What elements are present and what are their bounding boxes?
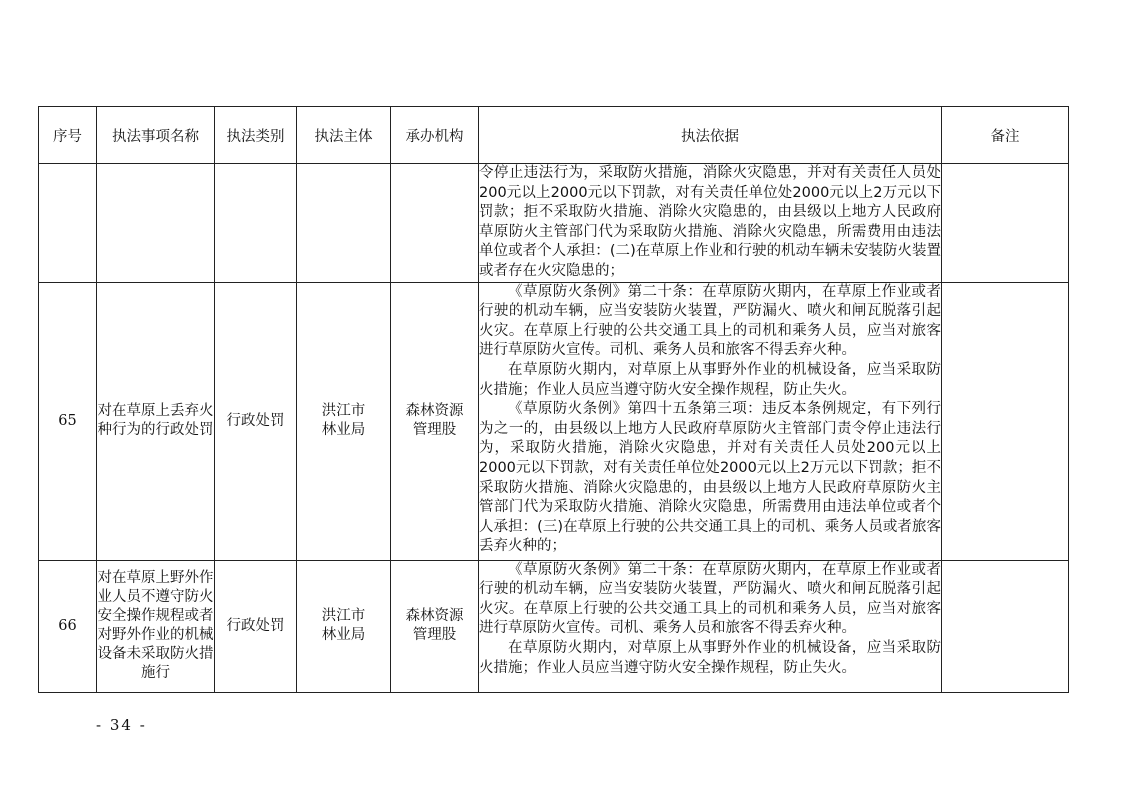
table-header-row (39, 107, 1069, 164)
table-row (39, 560, 1069, 692)
cell-category (215, 164, 297, 283)
basis-paragraph: 《草原防火条例》第二十条：在草原防火期内，在草原上作业或者行驶的机动车辆，应当安装防火装置，严防漏火、喷火和闸瓦脱落引起火灾。在草原上行驶的公共交通工具上的司机和乘务人员，应当对旅客进行草原防火宣传。司机、乘务人员和旅客不得丢弃火种。 (479, 561, 941, 637)
header-no: 序号 (39, 107, 97, 164)
cell-subject: 洪江市林业局 (297, 282, 391, 560)
basis-paragraph: 《草原防火条例》第四十五条第三项：违反本条例规定，有下列行为之一的，由县级以上地方人民政府草原防火主管部门责令停止违法行为，采取防火措施，消除火灾隐患，并对有关责任人员处200元以上2000元以下罚款，对有关责任单位处2000元以上2万元以下罚款；拒不采取防火措施、消除火灾隐患的，由县级以上地方人民政府草原防火主管部门代为采取防火措施、消除火灾隐患，所需费用由违法单位或者个人承担：(三)在草原上行驶的公共交通工具上的司机、乘务人员或者旅客丢弃火种的； (479, 401, 941, 555)
basis-paragraph: 在草原防火期内，对草原上从事野外作业的机械设备，应当采取防火措施；作业人员应当遵守防火安全操作规程，防止失火。 (479, 639, 941, 676)
table-row (39, 282, 1069, 560)
header-org: 承办机构 (391, 107, 479, 164)
table-row-continued (39, 164, 1069, 283)
cell-subject: 洪江市林业局 (297, 560, 391, 692)
cell-org: 森林资源管理股 (391, 560, 479, 692)
cell-no: 66 (39, 560, 97, 692)
cell-org: 森林资源管理股 (391, 282, 479, 560)
header-name: 执法事项名称 (97, 107, 215, 164)
cell-name (97, 164, 215, 283)
header-category: 执法类别 (215, 107, 297, 164)
header-basis: 执法依据 (479, 107, 942, 164)
cell-category: 行政处罚 (215, 560, 297, 692)
cell-no: 65 (39, 282, 97, 560)
basis-paragraph: 在草原防火期内，对草原上从事野外作业的机械设备，应当采取防火措施；作业人员应当遵守防火安全操作规程，防止失火。 (479, 361, 941, 398)
cell-org (391, 164, 479, 283)
basis-paragraph: 《草原防火条例》第二十条：在草原防火期内，在草原上作业或者行驶的机动车辆，应当安装防火装置，严防漏火、喷火和闸瓦脱落引起火灾。在草原上行驶的公共交通工具上的司机和乘务人员，应当对旅客进行草原防火宣传。司机、乘务人员和旅客不得丢弃火种。 (479, 283, 941, 359)
cell-category: 行政处罚 (215, 282, 297, 560)
cell-name: 对在草原上丢弃火种行为的行政处罚 (97, 282, 215, 560)
cell-basis (479, 560, 942, 692)
cell-subject (297, 164, 391, 283)
page-number: - 34 - (96, 716, 147, 734)
cell-remark (942, 282, 1069, 560)
cell-remark (942, 164, 1069, 283)
header-remark: 备注 (942, 107, 1069, 164)
basis-paragraph: 令停止违法行为，采取防火措施，消除火灾隐患，并对有关责任人员处200元以上2000元以下罚款，对有关责任单位处2000元以上2万元以下罚款；拒不采取防火措施、消除火灾隐患的，由县级以上地方人民政府草原防火主管部门代为采取防火措施、消除火灾隐患，所需费用由违法单位或者个人承担：(二)在草原上作业和行驶的机动车辆未安装防火装置或者存在火灾隐患的； (479, 165, 941, 279)
cell-name: 对在草原上野外作业人员不遵守防火安全操作规程或者对野外作业的机械设备未采取防火措施行 (97, 560, 215, 692)
cell-basis (479, 164, 942, 283)
cell-basis (479, 282, 942, 560)
header-subject: 执法主体 (297, 107, 391, 164)
cell-remark (942, 560, 1069, 692)
cell-no (39, 164, 97, 283)
law-enforcement-table (38, 106, 1069, 693)
